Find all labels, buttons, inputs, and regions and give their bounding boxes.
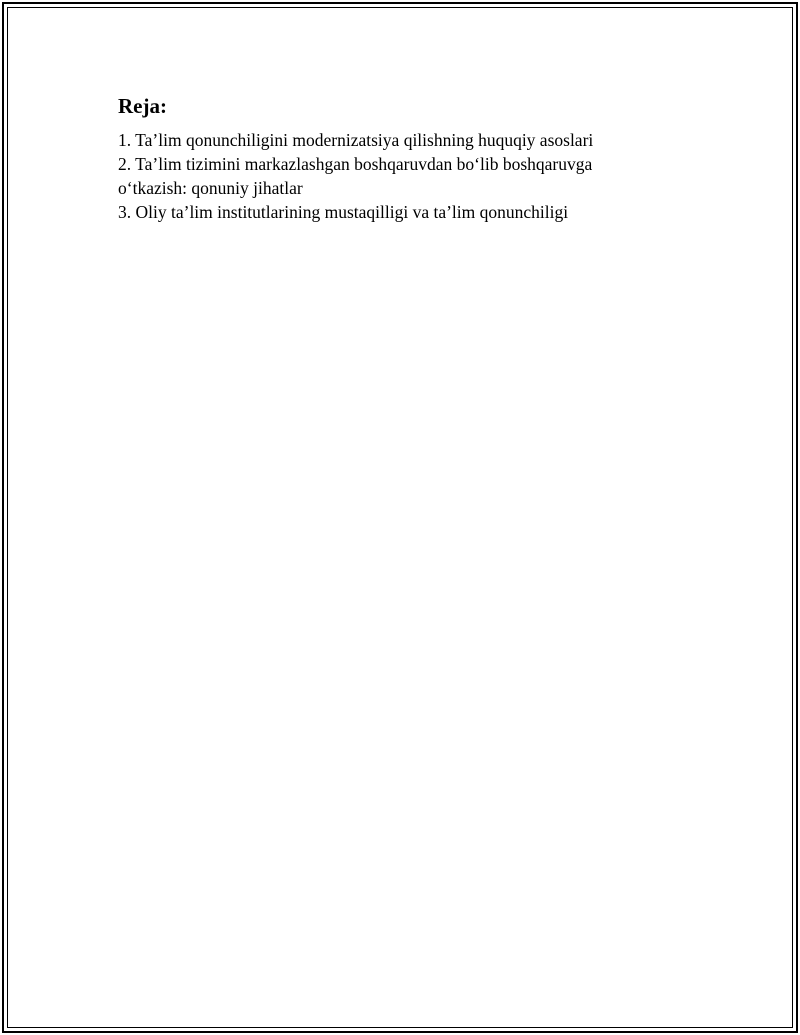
plan-item-2: 2. Ta’lim tizimini markazlashgan boshqaruvdan bo‘lib boshqaruvga o‘tkazish: qonuniy jihatlar (118, 154, 593, 198)
plan-item-1: 1. Ta’lim qonunchiligini modernizatsiya qilishning huquqiy asoslari (118, 130, 594, 150)
plan-item-3: 3. Oliy ta’lim institutlarining mustaqilligi va ta’lim qonunchiligi (118, 202, 569, 222)
plan-heading: Reja: (118, 94, 167, 118)
plan-list (118, 128, 658, 224)
document-body (118, 92, 658, 224)
